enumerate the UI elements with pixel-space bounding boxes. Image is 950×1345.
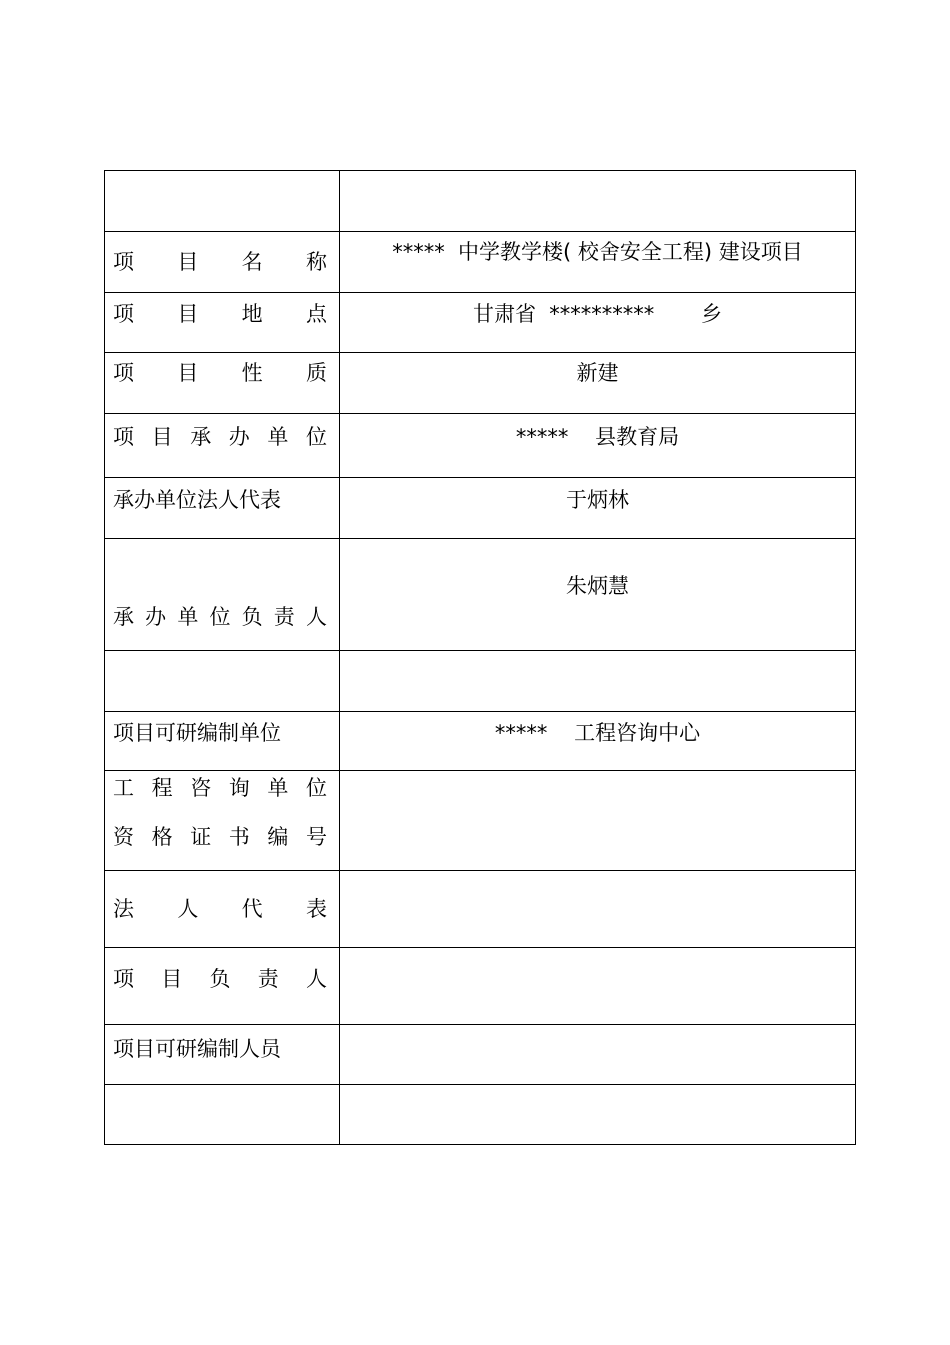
unit-person-in-charge-value-cell xyxy=(340,539,856,651)
legal-representative-label-cell xyxy=(105,478,340,539)
unit-person-in-charge-value: 朱炳慧 xyxy=(566,574,629,598)
blank-value-cell xyxy=(340,651,856,712)
table-row xyxy=(105,712,856,771)
unit-person-in-charge-label-cell xyxy=(105,539,340,651)
table-row xyxy=(105,293,856,353)
blank-label-cell xyxy=(105,651,340,712)
undertaking-unit-value-cell xyxy=(340,414,856,478)
study-compiling-unit-label: 项目可研编制单位 xyxy=(113,721,281,745)
study-compiling-staff-value-cell xyxy=(340,1025,856,1085)
project-leader-label-cell xyxy=(105,948,340,1025)
qualification-certificate-label-cell xyxy=(105,771,340,871)
study-compiling-unit-label-cell xyxy=(105,712,340,771)
project-location-value: 甘肃省 ********** 乡 xyxy=(472,302,723,326)
project-location-label: 项 目 地 点 xyxy=(113,302,327,326)
legal-rep-label-cell xyxy=(105,871,340,948)
study-compiling-unit-value: ***** 工程咨询中心 xyxy=(494,721,701,745)
undertaking-unit-label-cell xyxy=(105,414,340,478)
project-location-label-cell xyxy=(105,293,340,353)
qualification-certificate-value-cell xyxy=(340,771,856,871)
project-nature-label-cell xyxy=(105,353,340,414)
project-name-label: 项 目 名 称 xyxy=(113,249,327,274)
table-row xyxy=(105,771,856,871)
undertaking-unit-value: ***** 县教育局 xyxy=(515,425,680,449)
study-compiling-unit-value-cell xyxy=(340,712,856,771)
qualification-certificate-label-line-2: 资 格 证 书 编 号 xyxy=(113,825,327,849)
qualification-certificate-label-line-1: 工 程 咨 询 单 位 xyxy=(113,776,327,800)
project-nature-value: 新建 xyxy=(576,361,619,385)
legal-representative-value: 于炳林 xyxy=(566,488,629,512)
legal-rep-value-cell xyxy=(340,871,856,948)
table-row xyxy=(105,232,856,293)
blank-value-cell xyxy=(340,171,856,232)
legal-representative-value-cell xyxy=(340,478,856,539)
qualification-certificate-label xyxy=(105,778,339,848)
blank-label-cell xyxy=(105,171,340,232)
table-row xyxy=(105,1085,856,1145)
table-row xyxy=(105,478,856,539)
blank-label-cell xyxy=(105,1085,340,1145)
table-row xyxy=(105,539,856,651)
project-name-label-cell xyxy=(105,232,340,293)
table-row xyxy=(105,651,856,712)
project-leader-value-cell xyxy=(340,948,856,1025)
project-leader-label: 项 目 负 责 人 xyxy=(113,967,327,991)
table-row xyxy=(105,414,856,478)
project-nature-label: 项 目 性 质 xyxy=(113,361,327,385)
undertaking-unit-label: 项 目 承 办 单 位 xyxy=(113,425,327,449)
table-row xyxy=(105,871,856,948)
table-row xyxy=(105,171,856,232)
project-info-table xyxy=(104,170,856,1145)
project-nature-value-cell xyxy=(340,353,856,414)
project-name-value-cell xyxy=(340,232,856,293)
blank-value-cell xyxy=(340,1085,856,1145)
project-name-value: ***** 中学教学楼( 校舍安全工程) 建设项目 xyxy=(392,240,803,264)
study-compiling-staff-label: 项目可研编制人员 xyxy=(113,1037,281,1061)
table-row xyxy=(105,353,856,414)
legal-representative-label: 承办单位法人代表 xyxy=(113,488,281,512)
project-location-value-cell xyxy=(340,293,856,353)
study-compiling-staff-label-cell xyxy=(105,1025,340,1085)
table-row xyxy=(105,948,856,1025)
project-info-table-body xyxy=(105,171,856,1145)
unit-person-in-charge-label: 承 办 单 位 负 责 人 xyxy=(113,605,327,629)
legal-rep-label: 法 人 代 表 xyxy=(113,896,327,921)
table-row xyxy=(105,1025,856,1085)
